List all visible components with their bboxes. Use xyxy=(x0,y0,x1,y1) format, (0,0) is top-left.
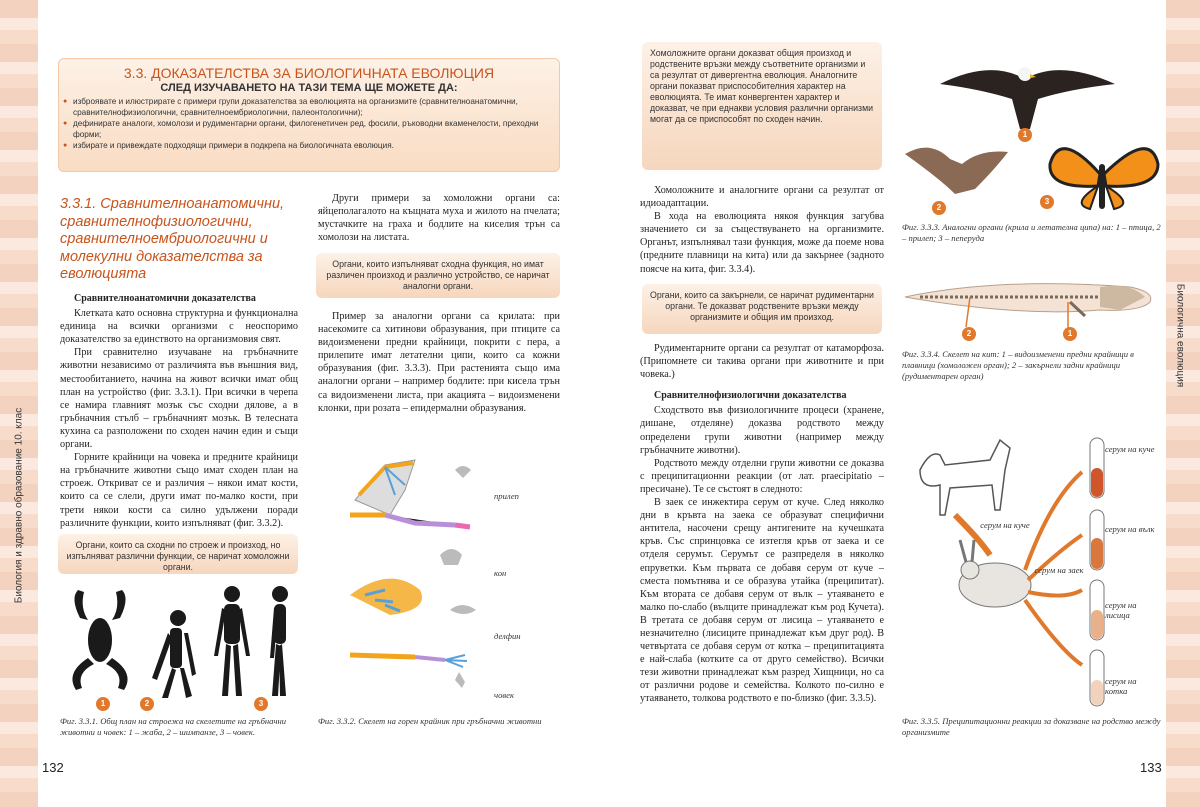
paragraph: В хода на еволюцията някоя функция загубва значението си за съществуването на организмите. Органът, изпълнявал тази функция, може да поеме нова (предните плавници на кита) или да закърнее (задното поясче на кита, фиг. 3.3.4). xyxy=(640,211,884,275)
paragraph: Други примери за хомоложни органи са: яйцеполагалото на къщната муха и жилото на пчелата; мустачките на граха и бодлите на киселия трън са хомолози на листата. xyxy=(318,193,560,244)
bat-limb xyxy=(355,460,471,515)
tube-label: серум на лисица xyxy=(1105,600,1137,620)
frog-skeleton xyxy=(72,590,127,690)
butterfly-image xyxy=(1050,149,1158,209)
paragraph: При сравнително изучаване на гръбначните животни независимо от различията във външния вид, местообитанието, начина на живот всички имат общ план на устройство (фиг. 3.3.1). При всички в черепа се намира главният мозък със сходни дялове, а в гръбначния стълб – гръбначният мозък. В телесната кухина са разположени по сходен начин един и същи органи. xyxy=(60,347,298,451)
figure-3-3-4-caption: Фиг. 3.3.4. Скелет на кит: 1 – видоизменени предни крайници в плавници (хомоложен орган); 2 – закърнели задни крайници (рудиментарен орган) xyxy=(902,349,1134,381)
figure-badge-2: 2 xyxy=(140,697,154,711)
figure-badge-1: 1 xyxy=(1018,128,1032,142)
comparative-physiology-heading: Сравнителнофизиологични доказателства xyxy=(654,390,847,402)
column-2-text-top xyxy=(318,192,560,244)
figure-3-3-5-caption: Фиг. 3.3.5. Преципитационни реакции за доказване на родство между организмите xyxy=(902,716,1161,737)
figure-badge-2: 2 xyxy=(962,327,976,341)
label-dolphin: делфин xyxy=(494,631,521,641)
paragraph: Рудиментарните органи са резултат от катаморфоза. (Припомнете си такива органи при животните и при човека.) xyxy=(640,343,884,381)
skeletons-figure xyxy=(60,578,300,708)
limb-skeletons-figure xyxy=(345,455,490,710)
tube-label: серум на котка xyxy=(1105,676,1137,696)
column-3-text-top xyxy=(640,184,884,276)
human-skeleton-front xyxy=(214,586,250,696)
figure-3-3-1-caption: Фиг. 3.3.1. Общ план на строежа на скелетите на гръбначни животни и човек: 1 – жаба, 2 – шимпанзе, 3 – човек. xyxy=(60,716,287,737)
column-3-text-bottom xyxy=(640,342,884,706)
paragraph: Пример за аналогни органи са крилата: при насекомите са хитинови образувания, при птиците са видоизменени предни крайници, покрити с пера, а прилепите имат летателни ципи, които са кожни образувания (фиг. 3.3.3). При растенията също има аналогни органи – например бодлите: при кисела трън са видоизменени листа, при акацията – видоизменени клонки, при розата – епидермални образувания. xyxy=(318,311,560,414)
test-tubes xyxy=(1090,438,1104,706)
label-horse: кон xyxy=(494,568,507,578)
rudimentary-organs-note: Органи, които са закърнели, се наричат рудиментарни органи. Те доказват родствените връзки между организмите и общия им произход. xyxy=(642,284,882,334)
goal-item: ● избирате и привеждате подходящи примери в подкрепа на биологичната еволюция. xyxy=(73,141,553,152)
paragraph: Сходството във физиологичните процеси (хранене, дишане, отделяне) доказва родството между определени групи животни (например между гръбначните животни). xyxy=(640,405,884,456)
figure-3-3-2-caption: Фиг. 3.3.2. Скелет на горен крайник при гръбначни животни xyxy=(318,716,542,726)
paragraph: Родството между отделни групи животни се доказва с преципитационни реакции (от лат. praecipitatio – пресичане). Те се състоят в следното: xyxy=(640,457,884,495)
bat-image xyxy=(905,148,1008,194)
comparative-anatomy-heading: Сравнителноанатомични доказателства xyxy=(74,293,256,304)
chimpanzee-skeleton xyxy=(152,610,196,698)
horse-limb xyxy=(350,515,470,565)
rabbit-outline xyxy=(959,540,1031,607)
page-number-right: 133 xyxy=(1140,760,1162,775)
human-skeleton-side xyxy=(270,586,288,696)
label-bat: прилеп xyxy=(494,491,519,501)
column-2-text-mid xyxy=(318,310,560,415)
chapter-heading: 3.3. ДОКАЗАТЕЛСТВА ЗА БИОЛОГИЧНАТА ЕВОЛЮЦИЯ xyxy=(123,65,495,81)
analogous-organs-note: Органи, които изпълняват сходна функция, но имат различен произход и различно устройство, се наричат аналогни органи. xyxy=(316,253,560,298)
learning-goals-box xyxy=(58,58,560,172)
figure-3-3-3-caption: Фиг. 3.3.3. Аналогни органи (крила и летателна ципа) на: 1 – птица, 2 – прилеп; 3 – пеперуда xyxy=(902,222,1161,243)
goals-list xyxy=(59,97,559,152)
figure-badge-3: 3 xyxy=(1040,195,1054,209)
column-1-text xyxy=(60,292,298,530)
right-spine-text: Биологична еволюция xyxy=(1174,283,1186,388)
homologous-organs-note: Органи, които са сходни по строеж и произход, но изпълняват различни функции, се наричат хомоложни органи. xyxy=(58,534,298,574)
left-spine-text: Биология и здравно образование 10. клас xyxy=(13,407,25,604)
label-serum-rabbit: серум на заек xyxy=(1034,565,1084,575)
tube-label: серум на вълк xyxy=(1105,524,1155,534)
paragraph: Хомоложните и аналогните органи са резултат от идиоадаптации. xyxy=(640,185,884,210)
precipitation-figure xyxy=(900,430,1165,710)
paragraph: Клетката като основна структурна и функционална единица на всички организми с неоспоримо доказателство за единството на организмовия свят. xyxy=(60,308,298,346)
goal-item: ● дефинирате аналоги, хомолози и рудиментарни органи, филогенетичен ред, фосили, ръководни вкаменелости, преходни форми; xyxy=(73,119,553,140)
figure-badge-3: 3 xyxy=(254,697,268,711)
dolphin-limb xyxy=(350,579,476,615)
homology-analogy-summary-note: Хомоложните органи доказват общия произход и родствените връзки между съответните организми и са резултат от дивергентна еволюция. Аналогните органи показват приспособителния характер на еволюцията. Те имат конвергентен характер и доказват, че при еднакви условия различни организми могат да се приспособят по сходен начин. xyxy=(642,42,882,170)
page-number-left: 132 xyxy=(42,760,64,775)
paragraph: В заек се инжектира серум от куче. След няколко дни в кръвта на заека се образуват специфични антитела, насочени срещу антигените на кучешката кръв. Със спринцовка се изтегля кръв от заека и се отделя серумът. Серумът се разпределя в няколко епруветки. Към първата се добавя серум от куче – сместа помътнява и се образува утайка (преципитат). Към втората се добавя серум от вълк – утаяването е малко по-слабо (вълците принадлежат към род Кучета). В третата се добавя серум от лисица – утаяването е незначително (лисиците принадлежат към друг род). В четвъртата се добавя серум от котка – преципитацията е най-слаба (котките са от друго семейство). Всички тези животни принадлежат към разред Хищници, но са от различни родове и семейства. Колкото по-силно е утаяването, толкова родството е по-близко (фиг. 3.3.5). xyxy=(640,497,884,705)
label-serum-dog: серум на куче xyxy=(980,520,1030,530)
figure-badge-1: 1 xyxy=(1063,327,1077,341)
section-title: 3.3.1. Сравнителноанатомични, сравнителнофизиологични, сравнителноембриологични и молекулни доказателства за еволюцията xyxy=(60,196,285,282)
label-human: човек xyxy=(494,690,514,700)
paragraph: Горните крайници на човека и предните крайници на гръбначните животни също имат сходен план на строеж. Откриват се и различия – някои имат кости, които са се слели, други имат по-малко кости, при трети някои кости са силно удължени поради различните функции, които изпълняват (фиг. 3.3.2). xyxy=(60,452,298,529)
whale-skeleton-figure xyxy=(900,262,1162,344)
goal-item: ● изброявате и илюстрирате с примери групи доказателства за еволюцията на организмите (сравнителноанатомични, сравнителнофизиологични, сравнителноембриологични, палеонтологични); xyxy=(73,97,553,118)
tube-label: серум на куче xyxy=(1105,444,1155,454)
eagle-image xyxy=(940,67,1115,129)
figure-badge-1: 1 xyxy=(96,697,110,711)
dog-outline xyxy=(920,440,1010,515)
goals-subheading: СЛЕД ИЗУЧАВАНЕТО НА ТАЗИ ТЕМА ЩЕ МОЖЕТЕ ДА: xyxy=(160,82,458,94)
figure-badge-2: 2 xyxy=(932,201,946,215)
human-limb xyxy=(350,655,467,688)
